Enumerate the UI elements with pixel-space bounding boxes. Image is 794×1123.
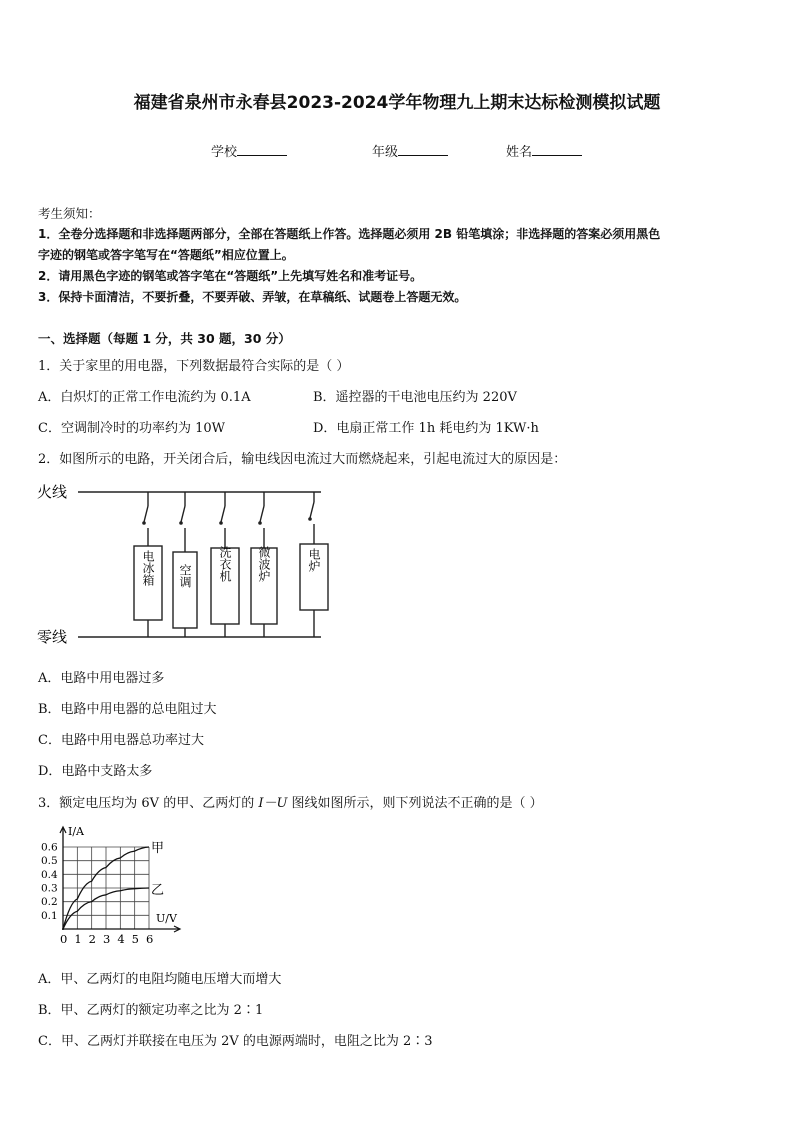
notice-heading: 考生须知： [38,206,101,221]
grade-label: 年级 [372,145,399,160]
y-axis-label: I/A [68,825,84,838]
switch-icon [181,506,185,522]
q3-option-b: B．甲、乙两灯的额定功率之比为 2∶1 [38,1003,264,1018]
notice-item-1-cont: 字迹的钢笔或答字笔写在“答题纸”相应位置上。 [38,248,294,262]
q1-option-b: B．遥控器的干电池电压约为 220V [313,390,517,405]
switch-icon [260,506,264,522]
q2-option-b: B．电路中用电器的总电阻过大 [38,702,217,717]
live-wire-label: 火线 [37,483,68,501]
appliance-label: 洗衣机 [218,546,232,582]
notice-item-2: 2．请用黑色字迹的钢笔或答字笔在“答题纸”上先填写姓名和准考证号。 [38,269,423,283]
q2-option-c: C．电路中用电器总功率过大 [38,733,204,748]
notice-item-1: 1．全卷分选择题和非选择题两部分，全部在答题纸上作答。选择题必须用 2B 铅笔填涂；非选择题的答案必须用黑色 [38,227,661,241]
name-blank [532,143,582,156]
q1-option-c: C．空调制冷时的功率约为 10W [38,421,225,436]
appliance-label: 电冰箱 [141,550,155,586]
q1-option-a: A．白炽灯的正常工作电流约为 0.1A [38,390,251,405]
y-tick-label: 0.2 [41,896,58,909]
circuit-figure [34,478,334,650]
q3-stem [38,792,543,811]
q3-stem-pre: 3．额定电压均为 6V 的甲、乙两灯的 [38,796,259,811]
y-tick-label: 0.6 [41,841,58,854]
q2-option-a: A．电路中用电器过多 [38,671,165,686]
x-tick-label: 4 [117,932,125,946]
appliance-label: 电炉 [307,548,321,572]
q2-stem: 2．如图所示的电路，开关闭合后，输电线因电流过大而燃烧起来，引起电流过大的原因是： [38,452,567,467]
branch-refrigerator [134,492,162,637]
curve-label-jia: 甲 [151,841,165,856]
appliance-label: 空调 [178,564,192,588]
name-label: 姓名 [506,145,533,160]
branch-air-conditioner [173,492,197,637]
school-field [211,141,287,160]
x-tick-label: 3 [103,932,111,946]
q3-stem-post: 图线如图所示，则下列说法不正确的是（ ） [287,796,543,811]
switch-icon [221,506,225,522]
neutral-wire-label: 零线 [37,628,68,646]
q3-stem-italic: I－U [258,796,288,811]
school-blank [237,143,287,156]
branch-electric-stove [300,492,328,637]
graph-ticks [41,842,153,947]
switch-icon [310,502,314,518]
y-tick-label: 0.5 [41,855,58,868]
section-heading: 一、选择题（每题 1 分，共 30 题，30 分） [38,331,291,346]
q3-option-c: C．甲、乙两灯并联接在电压为 2V 的电源两端时，电阻之比为 2∶3 [38,1034,433,1049]
x-tick-label: 6 [146,932,154,946]
q1-stem: 1．关于家里的用电器，下列数据最符合实际的是（ ） [38,359,350,374]
notice-item-3: 3．保持卡面清洁，不要折叠，不要弄破、弄皱，在草稿纸、试题卷上答题无效。 [38,290,467,304]
x-tick-label: 0 [60,932,68,946]
x-axis-label: U/V [156,912,177,925]
iu-graph [38,822,188,950]
q2-option-d: D．电路中支路太多 [38,764,153,779]
grade-field [372,141,448,160]
branch-microwave [251,492,277,637]
curve-label-yi: 乙 [151,883,165,898]
x-tick-label: 5 [131,932,139,946]
name-field [506,141,582,160]
x-tick-label: 2 [88,932,96,946]
switch-icon [144,506,148,522]
x-tick-label: 1 [74,932,82,946]
branch-washing-machine [211,492,239,637]
appliance-label: 微波炉 [257,546,271,582]
y-tick-label: 0.1 [41,909,58,922]
school-label: 学校 [211,145,238,160]
q1-option-d: D．电扇正常工作 1h 耗电约为 1KW·h [313,421,539,436]
q3-option-a: A．甲、乙两灯的电阻均随电压增大而增大 [38,972,282,987]
y-tick-label: 0.4 [41,868,58,881]
y-tick-label: 0.3 [41,882,58,895]
grade-blank [398,143,448,156]
page-title: 福建省泉州市永春县2023-2024学年物理九上期末达标检测模拟试题 [133,93,661,113]
